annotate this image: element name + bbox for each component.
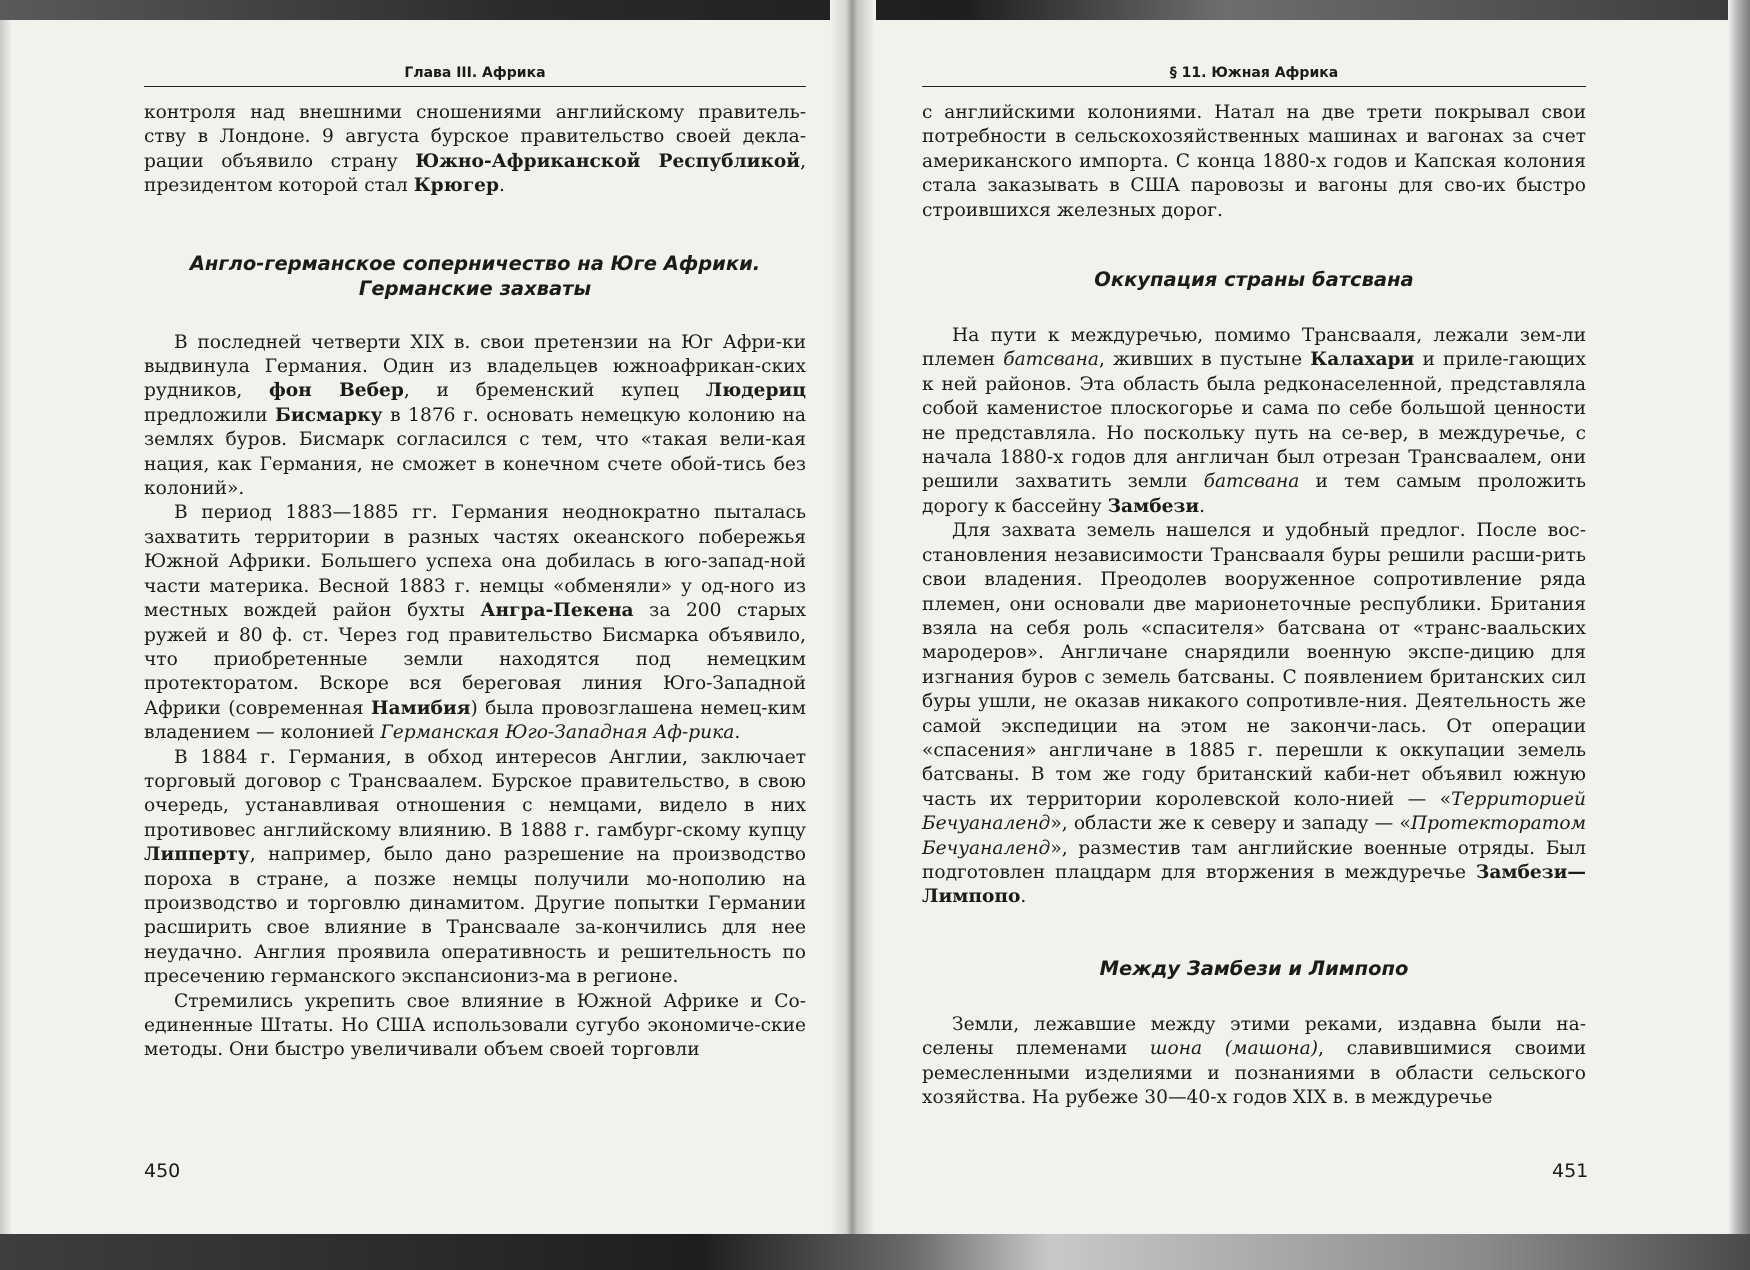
page-number-left: 450 (144, 1160, 181, 1182)
paragraph: В период 1883—1885 гг. Германия неоднократно пыталась захватить территории в разных частях океанского побережья Южной Африки. Большего успеха она добилась в юго-запад-ной части материка. Весной 1883 г. немцы «обменяли» у од-ного из местных вождей район бухты Ангра-Пекена за 200 старых ружей и 80 ф. ст. Через год правительство Бисмарка объявило, что приобретенные земли находятся под немецким протекторатом. Вскоре вся береговая линия Юго-Западной Африки (современная Намибия) была провозглашена немец-ким владением — колонией Германская Юго-Западная Аф-рика. (144, 502, 806, 744)
section-title-line: Германские захваты (358, 276, 592, 300)
section-title-batswana: Оккупация страны батсвана (1094, 268, 1414, 292)
paragraph-intro-right: с английскими колониями. Натал на две трети покрывал свои потребности в сельскохозяйственных машинах и вагонах за счет американского импорта. С конца 1880-х годов и Капская колония стала заказывать в США паровозы и вагоны для сво-их быстро строившихся железных дорог. (922, 102, 1586, 221)
paragraph: Для захвата земель нашелся и удобный предлог. После вос-становления независимости Трансвааля буры решили расши-рить свои владения. Преодолев вооруженное сопротивление ряда племен, они основали две марионеточные республики. Британия взяла на себя роль «спасителя» батсвана от «транс-ваальских мародеров». Англичане снарядили военную экспе-дицию для изгнания буров с земель батсваны. С появлением британских сил буры ушли, не оказав никакого сопротивле-ния. Деятельность же самой экспедиции на этом не закончи-лась. От операции «спасения» англичане в 1885 г. перешли к оккупации земель батсваны. В том же году британский каби-нет объявил южную часть их территории королевской коло-нией — «Территорией Бечуаналенд», области же к северу и западу — «Протекторатом Бечуаналенд», разместив там английские военные отряды. Был подготовлен плацдарм для вторжения в междуречье Замбези—Лимпопо. (922, 520, 1586, 908)
page-edge-left (0, 0, 12, 1270)
paragraph: Земли, лежавшие между этими реками, издавна были на-селены племенами шона (машона), славившимися своими ремесленными изделиями и познаниями в области сельского хозяйства. На рубеже 30—40-х годов XIX в. в междуречье (922, 1013, 1587, 1108)
running-head-left: Глава III. Африка (144, 60, 806, 87)
left-page (144, 60, 806, 1063)
running-head-right: § 11. Южная Африка (922, 60, 1586, 87)
book-spine-gutter (830, 0, 876, 1270)
paragraph-intro-left: контроля над внешними сношениями английскому правитель-ству в Лондоне. 9 августа бурское правительство своей декла-рации объявило страну Южно-Африканской Республикой, президентом которой стал Крюгер. (144, 102, 806, 197)
page-edge-right (1728, 0, 1750, 1270)
paragraph: Стремились укрепить свое влияние в Южной Африке и Со-единенные Штаты. Но США использовали сугубо экономиче-ские методы. Они быстро увеличивали объем своей торговли (144, 990, 806, 1061)
scan-bottom-border (0, 1234, 1750, 1270)
paragraph: На пути к междуречью, помимо Трансвааля, лежали зем-ли племен батсвана, живших в пустыне Калахари и приле-гающих к ней районов. Эта область была редконаселенной, представляла собой каменистое плоскогорье и сама по себе большой ценности не представляла. Но поскольку путь на се-вер, в междуречье, с начала 1880-х годов для англичан был отрезан Трансваалем, они решили захватить земли батсвана и тем самым проложить дорогу к бассейну Замбези. (922, 325, 1586, 517)
section-title-line: Англо-германское соперничество на Юге Африки. (189, 251, 761, 275)
section-title-anglo-german (144, 251, 806, 301)
paragraph: В последней четверти XIX в. свои претензии на Юг Афри-ки выдвинула Германия. Один из владельцев южноафрикан-ских рудников, фон Вебер, и бременский купец Людериц предложили Бисмарку в 1876 г. основать немецкую колонию на землях буров. Бисмарк согласился с тем, что «такая вели-кая нация, как Германия, не сможет в конечном счете обой-тись без колоний». (144, 331, 806, 500)
right-page (922, 60, 1586, 1110)
paragraph: В 1884 г. Германия, в обход интересов Англии, заключает торговый договор с Трансваалем. Бурское правительство, в свою очередь, устанавливая отношения с немцами, видело в них противовес английскому влиянию. В 1888 г. гамбург-скому купцу Липперту, например, было дано разрешение на производство пороха в стране, а позже немцы получили мо-нополию на производство и торговлю динамитом. Другие попытки Германии расширить свое влияние в Трансваале за-кончились для нее неудачно. Англия проявила оперативность и решительность по пресечению германского экспансиониз-ма в регионе. (144, 746, 806, 988)
page-number-right: 451 (1552, 1160, 1589, 1182)
section-title-zambezi-limpopo: Между Замбези и Лимпопо (1099, 956, 1409, 980)
